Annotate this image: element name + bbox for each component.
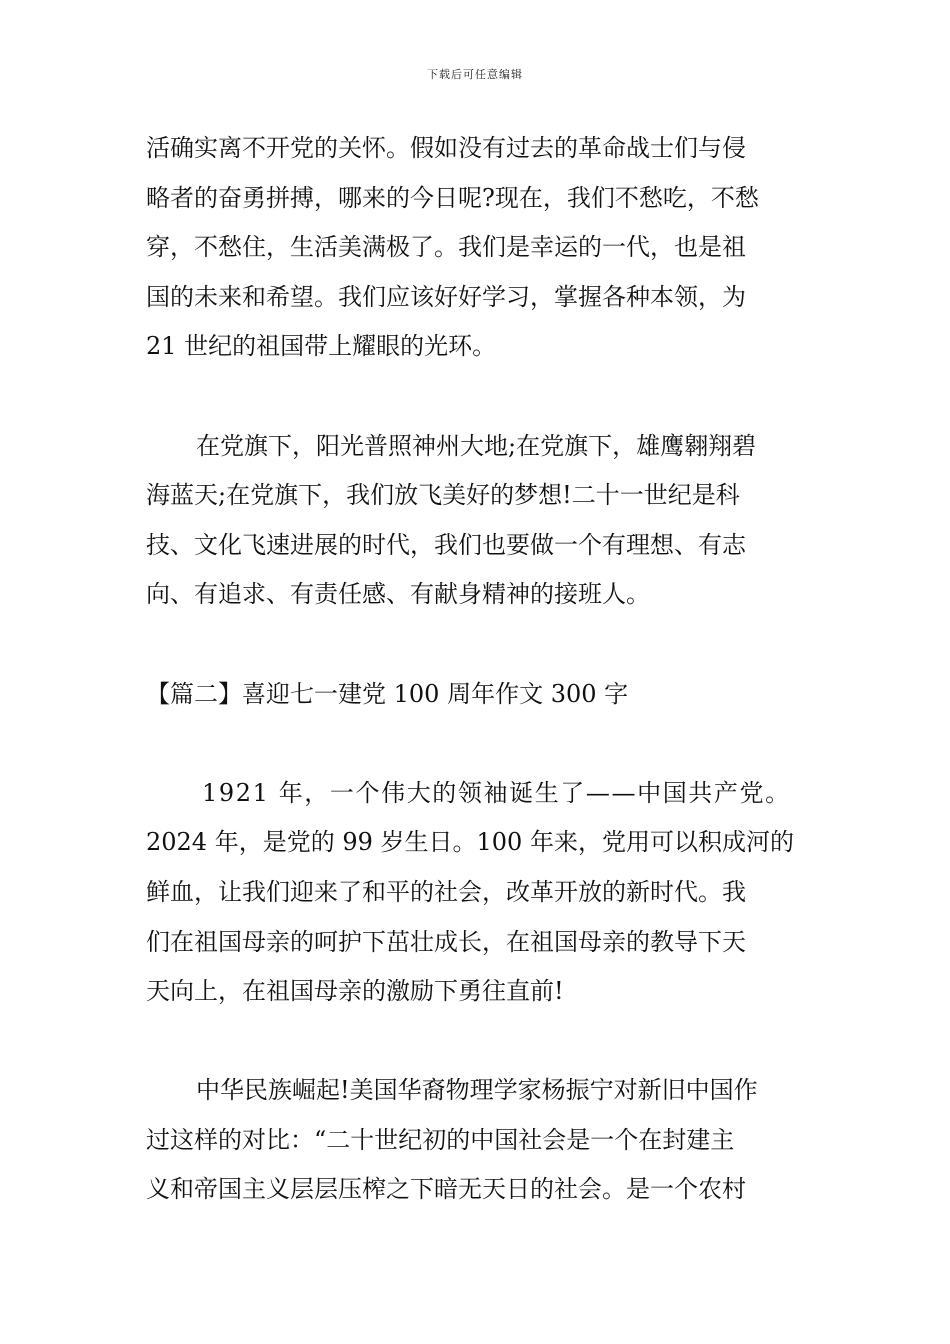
text-line: 21 世纪的祖国带上耀眼的光环。 xyxy=(146,332,497,361)
paragraph-spacer xyxy=(146,372,814,422)
text-line: 国的未来和希望。我们应该好好学习，掌握各种本领，为 xyxy=(146,282,746,311)
text-line: 海蓝天;在党旗下，我们放飞美好的梦想!二十一世纪是科 xyxy=(146,481,740,510)
paragraph-spacer xyxy=(146,620,814,670)
text-line: 2024 年，是党的 99 岁生日。100 年来，党用可以积成河的 xyxy=(146,828,794,857)
text-line: 义和帝国主义层层压榨之下暗无天日的社会。是一个农村 xyxy=(146,1175,746,1204)
text-line: 活确实离不开党的关怀。假如没有过去的革命战士们与侵 xyxy=(146,134,746,162)
text-line: 过这样的对比：“二十世纪初的中国社会是一个在封建主 xyxy=(146,1125,735,1154)
paragraph-4 xyxy=(146,1066,814,1215)
paragraph-spacer xyxy=(146,1017,814,1067)
page-header-note: 下载后可任意编辑 xyxy=(427,68,523,81)
section-heading: 【篇二】喜迎七一建党 100 周年作文 300 字 xyxy=(146,679,629,708)
paragraph-1 xyxy=(146,124,814,372)
text-line: 穿，不愁住，生活美满极了。我们是幸运的一代，也是祖 xyxy=(146,233,746,262)
paragraph-2 xyxy=(146,422,814,620)
text-line: 1921 年，一个伟大的领袖诞生了——中国共产党。 xyxy=(202,778,791,807)
document-body xyxy=(146,124,814,1215)
text-line: 中华民族崛起!美国华裔物理学家杨振宁对新旧中国作 xyxy=(196,1076,758,1105)
text-line: 技、文化飞速进展的时代，我们也要做一个有理想、有志 xyxy=(146,530,746,559)
text-line: 向、有追求、有责任感、有献身精神的接班人。 xyxy=(146,580,650,609)
text-line: 鲜血，让我们迎来了和平的社会，改革开放的新时代。我 xyxy=(146,877,746,906)
paragraph-spacer xyxy=(146,719,814,769)
paragraph-3 xyxy=(146,769,814,1017)
text-line: 们在祖国母亲的呵护下茁壮成长，在祖国母亲的教导下天 xyxy=(146,927,746,956)
text-line: 略者的奋勇拼搏，哪来的今日呢?现在，我们不愁吃，不愁 xyxy=(146,183,759,212)
text-line: 在党旗下，阳光普照神州大地;在党旗下，雄鹰翱翔碧 xyxy=(196,431,757,460)
text-line: 天向上，在祖国母亲的激励下勇往直前! xyxy=(146,977,564,1006)
